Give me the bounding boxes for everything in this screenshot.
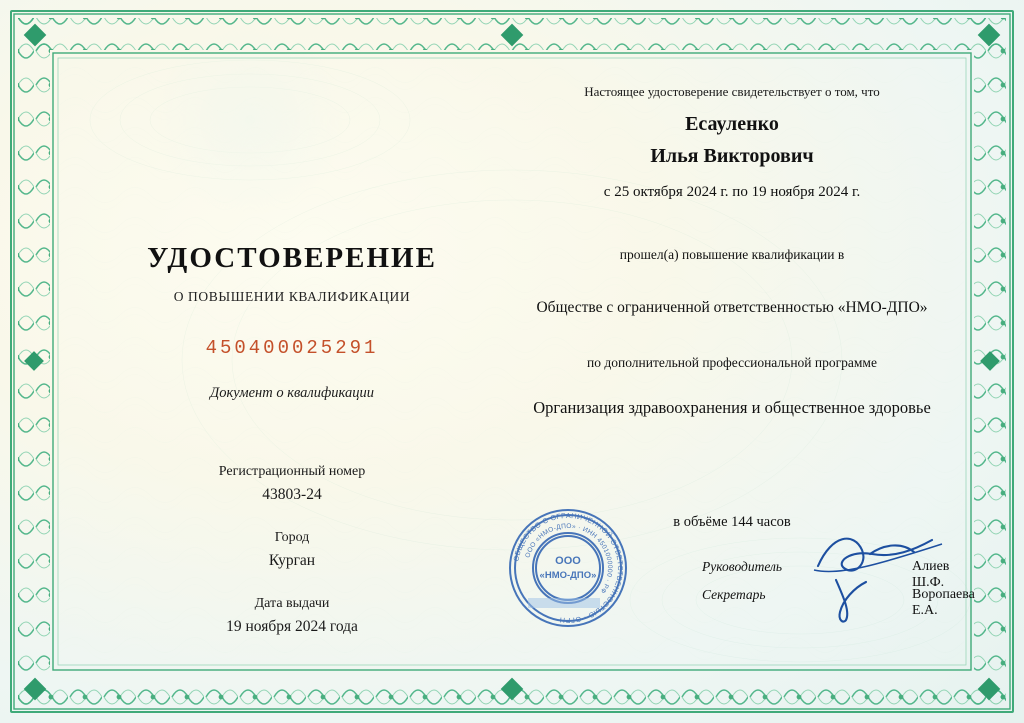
document-number: 450400025291 [205, 337, 379, 359]
issue-date-label: Дата выдачи [254, 595, 330, 611]
svg-text:ООО: ООО [555, 555, 581, 567]
city-label: Город [274, 529, 310, 545]
signature-name-director: Алиев Ш.Ф. [912, 559, 950, 590]
document-kind: Документ о квалификации [210, 385, 374, 401]
passed-label: прошел(а) повышение квалификации в [619, 247, 845, 262]
right-column [502, 84, 962, 531]
study-period: с 25 октября 2024 г. по 19 ноября 2024 г. [603, 184, 861, 200]
page-title: УДОСТОВЕРЕНИЕ [147, 242, 437, 274]
svg-text:«НМО-ДПО»: «НМО-ДПО» [539, 570, 597, 581]
svg-text:ОБЩЕСТВО С ОГРАНИЧЕННОЙ ОТВЕТС: ОБЩЕСТВО С ОГРАНИЧЕННОЙ ОТВЕТСТВЕННОСТЬЮ · ОГРН [511, 510, 626, 626]
svg-text:ООО «НМО-ДПО» · ИНН 4501000000: ООО «НМО-ДПО» · ИНН 4501000000 · РФ [524, 522, 614, 595]
registration-number-value: 43803-24 [262, 486, 322, 504]
signature-area [582, 542, 982, 662]
recipient-given-name: Илья Викторович [650, 145, 814, 167]
signature-name-secretary: Воропаева Е.А. [912, 587, 975, 618]
program-label: по дополнительной профессиональной программе [587, 355, 877, 370]
certificate-content [62, 62, 975, 661]
signature-role-director: Руководитель [702, 559, 783, 574]
registration-number-label: Регистрационный номер [218, 464, 366, 479]
registration-block [82, 464, 502, 636]
signature-role-secretary: Секретарь [702, 587, 766, 602]
hours-value: в объёме 144 часов [673, 514, 791, 530]
organization-name: Обществе с ограниченной ответственностью «НМО-ДПО» [536, 299, 928, 316]
city-value: Курган [268, 552, 316, 569]
page-subtitle: О ПОВЫШЕНИИ КВАЛИФИКАЦИИ [173, 289, 411, 304]
issue-date-value: 19 ноября 2024 года [226, 617, 358, 635]
left-column [82, 242, 502, 636]
intro-text: Настоящее удостоверение свидетельствует о том, что [584, 84, 880, 99]
recipient-surname: Есауленко [685, 113, 779, 135]
program-name: Организация здравоохранения и общественное здоровье [533, 398, 931, 417]
